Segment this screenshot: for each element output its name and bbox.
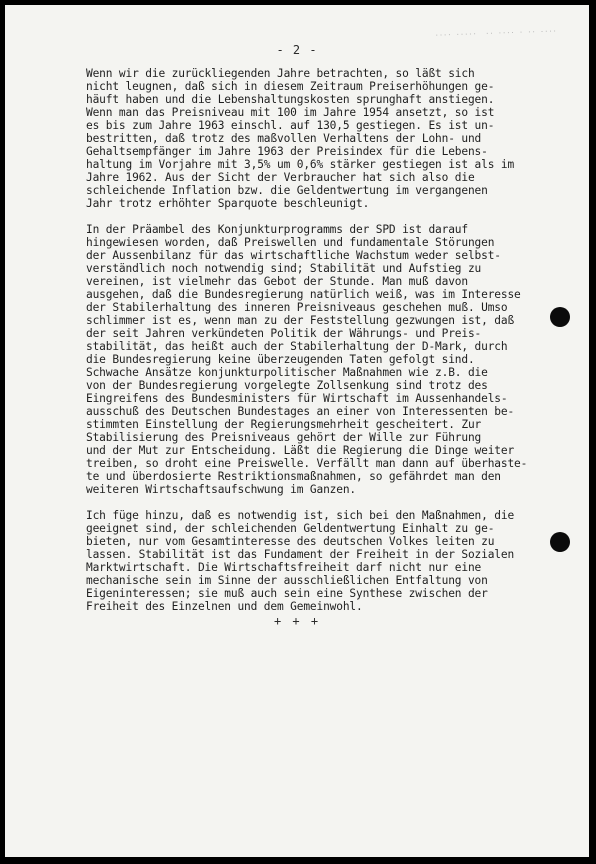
- text-line: häuft haben und die Lebenshaltungskosten sprunghaft anstiegen.: [86, 93, 495, 106]
- closing-mark: + + +: [273, 614, 321, 628]
- text-line: bieten, nur vom Gesamtinteresse des deutschen Volkes leiten zu: [86, 535, 495, 548]
- text-line: der seit Jahren verkündeten Politik der Währungs- und Preis-: [86, 327, 482, 340]
- text-line: verständlich noch notwendig sind; Stabilität und Aufstieg zu: [86, 262, 482, 275]
- text-line: die Bundesregierung keine überzeugenden Taten gefolgt sind.: [86, 353, 475, 366]
- text-line: hingewiesen worden, daß Preiswellen und fundamentale Störungen: [86, 236, 495, 249]
- text-line: geeignet sind, der schleichenden Geldentwertung Einhalt zu ge-: [86, 522, 495, 535]
- text-line: Freiheit des Einzelnen und dem Gemeinwohl.: [86, 600, 363, 613]
- text-line: weiteren Wirtschaftsaufschwung im Ganzen.: [86, 483, 357, 496]
- text-line: und der Mut zur Entscheidung. Läßt die Regierung die Dinge weiter: [86, 444, 515, 457]
- page-number: - 2 -: [276, 43, 318, 57]
- text-line: Marktwirtschaft. Die Wirtschaftsfreiheit darf nicht nur eine: [86, 561, 482, 574]
- text-line: stimmten Einstellung der Regierungsmehrheit gescheitert. Zur: [86, 418, 482, 431]
- text-line: Schwache Ansätze konjunkturpolitischer Maßnahmen wie z.B. die: [86, 366, 488, 379]
- text-line: Jahre 1962. Aus der Sicht der Verbraucher hat sich also die: [86, 171, 475, 184]
- text-line: der Stabilerhaltung des inneren Preisniveaus geschehen muß. Umso: [86, 301, 508, 314]
- text-line: nicht leugnen, daß sich in diesem Zeitraum Preiserhöhungen ge-: [86, 80, 495, 93]
- text-line: haltung im Vorjahre mit 3,5% um 0,6% stärker gestiegen ist als im: [86, 158, 515, 171]
- text-line: es bis zum Jahre 1963 einschl. auf 130,5 gestiegen. Es ist un-: [86, 119, 495, 132]
- text-line: von der Bundesregierung vorgelegte Zollsenkung sind trotz des: [86, 379, 488, 392]
- text-line: Eingreifens des Bundesministers für Wirtschaft im Aussenhandels-: [86, 392, 508, 405]
- text-line: treiben, so droht eine Preiswelle. Verfällt man dann auf überhaste-: [86, 457, 528, 470]
- paragraph-1: [86, 67, 586, 210]
- text-line: lassen. Stabilität ist das Fundament der Freiheit in der Sozialen: [86, 548, 515, 561]
- text-line: In der Präambel des Konjunkturprogramms der SPD ist darauf: [86, 223, 468, 236]
- text-line: bestritten, daß trotz des maßvollen Verhaltens der Lohn- und: [86, 132, 482, 145]
- punch-hole-lower: [550, 532, 570, 552]
- text-line: stabilität, das heißt auch der Stabilerhaltung der D-Mark, durch: [86, 340, 508, 353]
- text-line: der Aussenbilanz für das wirtschaftliche Wachstum weder selbst-: [86, 249, 501, 262]
- text-line: te und überdosierte Restriktionsmaßnahmen, so gefährdet man den: [86, 470, 501, 483]
- text-line: Wenn man das Preisniveau mit 100 im Jahre 1954 ansetzt, so ist: [86, 106, 495, 119]
- text-line: schleichende Inflation bzw. die Geldentwertung im vergangenen: [86, 184, 488, 197]
- document-body: [86, 67, 586, 626]
- archive-stamp: ···· ····· ·· ···· · ·· ····: [434, 27, 557, 40]
- text-line: Jahr trotz erhöhter Sparquote beschleunigt.: [86, 197, 370, 210]
- punch-hole-upper: [550, 307, 570, 327]
- text-line: mechanische sein im Sinne der ausschließlichen Entfaltung von: [86, 574, 488, 587]
- text-line: Wenn wir die zurückliegenden Jahre betrachten, so läßt sich: [86, 67, 475, 80]
- text-line: vereinen, ist vielmehr das Gebot der Stunde. Man muß davon: [86, 275, 468, 288]
- text-line: schlimmer ist es, wenn man zu der Feststellung gezwungen ist, daß: [86, 314, 515, 327]
- text-line: Eigeninteressen; sie muß auch sein eine Synthese zwischen der: [86, 587, 488, 600]
- paragraph-3: [86, 509, 586, 613]
- text-line: ausschuß des Deutschen Bundestages an einer von Interessenten be-: [86, 405, 515, 418]
- text-line: Stabilisierung des Preisniveaus gehört der Wille zur Führung: [86, 431, 482, 444]
- text-line: ausgehen, daß die Bundesregierung natürlich weiß, was im Interesse: [86, 288, 521, 301]
- paragraph-2: [86, 223, 586, 496]
- text-line: Gehaltsempfänger im Jahre 1963 der Preisindex für die Lebens-: [86, 145, 488, 158]
- text-line: Ich füge hinzu, daß es notwendig ist, sich bei den Maßnahmen, die: [86, 509, 515, 522]
- document-page: [5, 5, 589, 857]
